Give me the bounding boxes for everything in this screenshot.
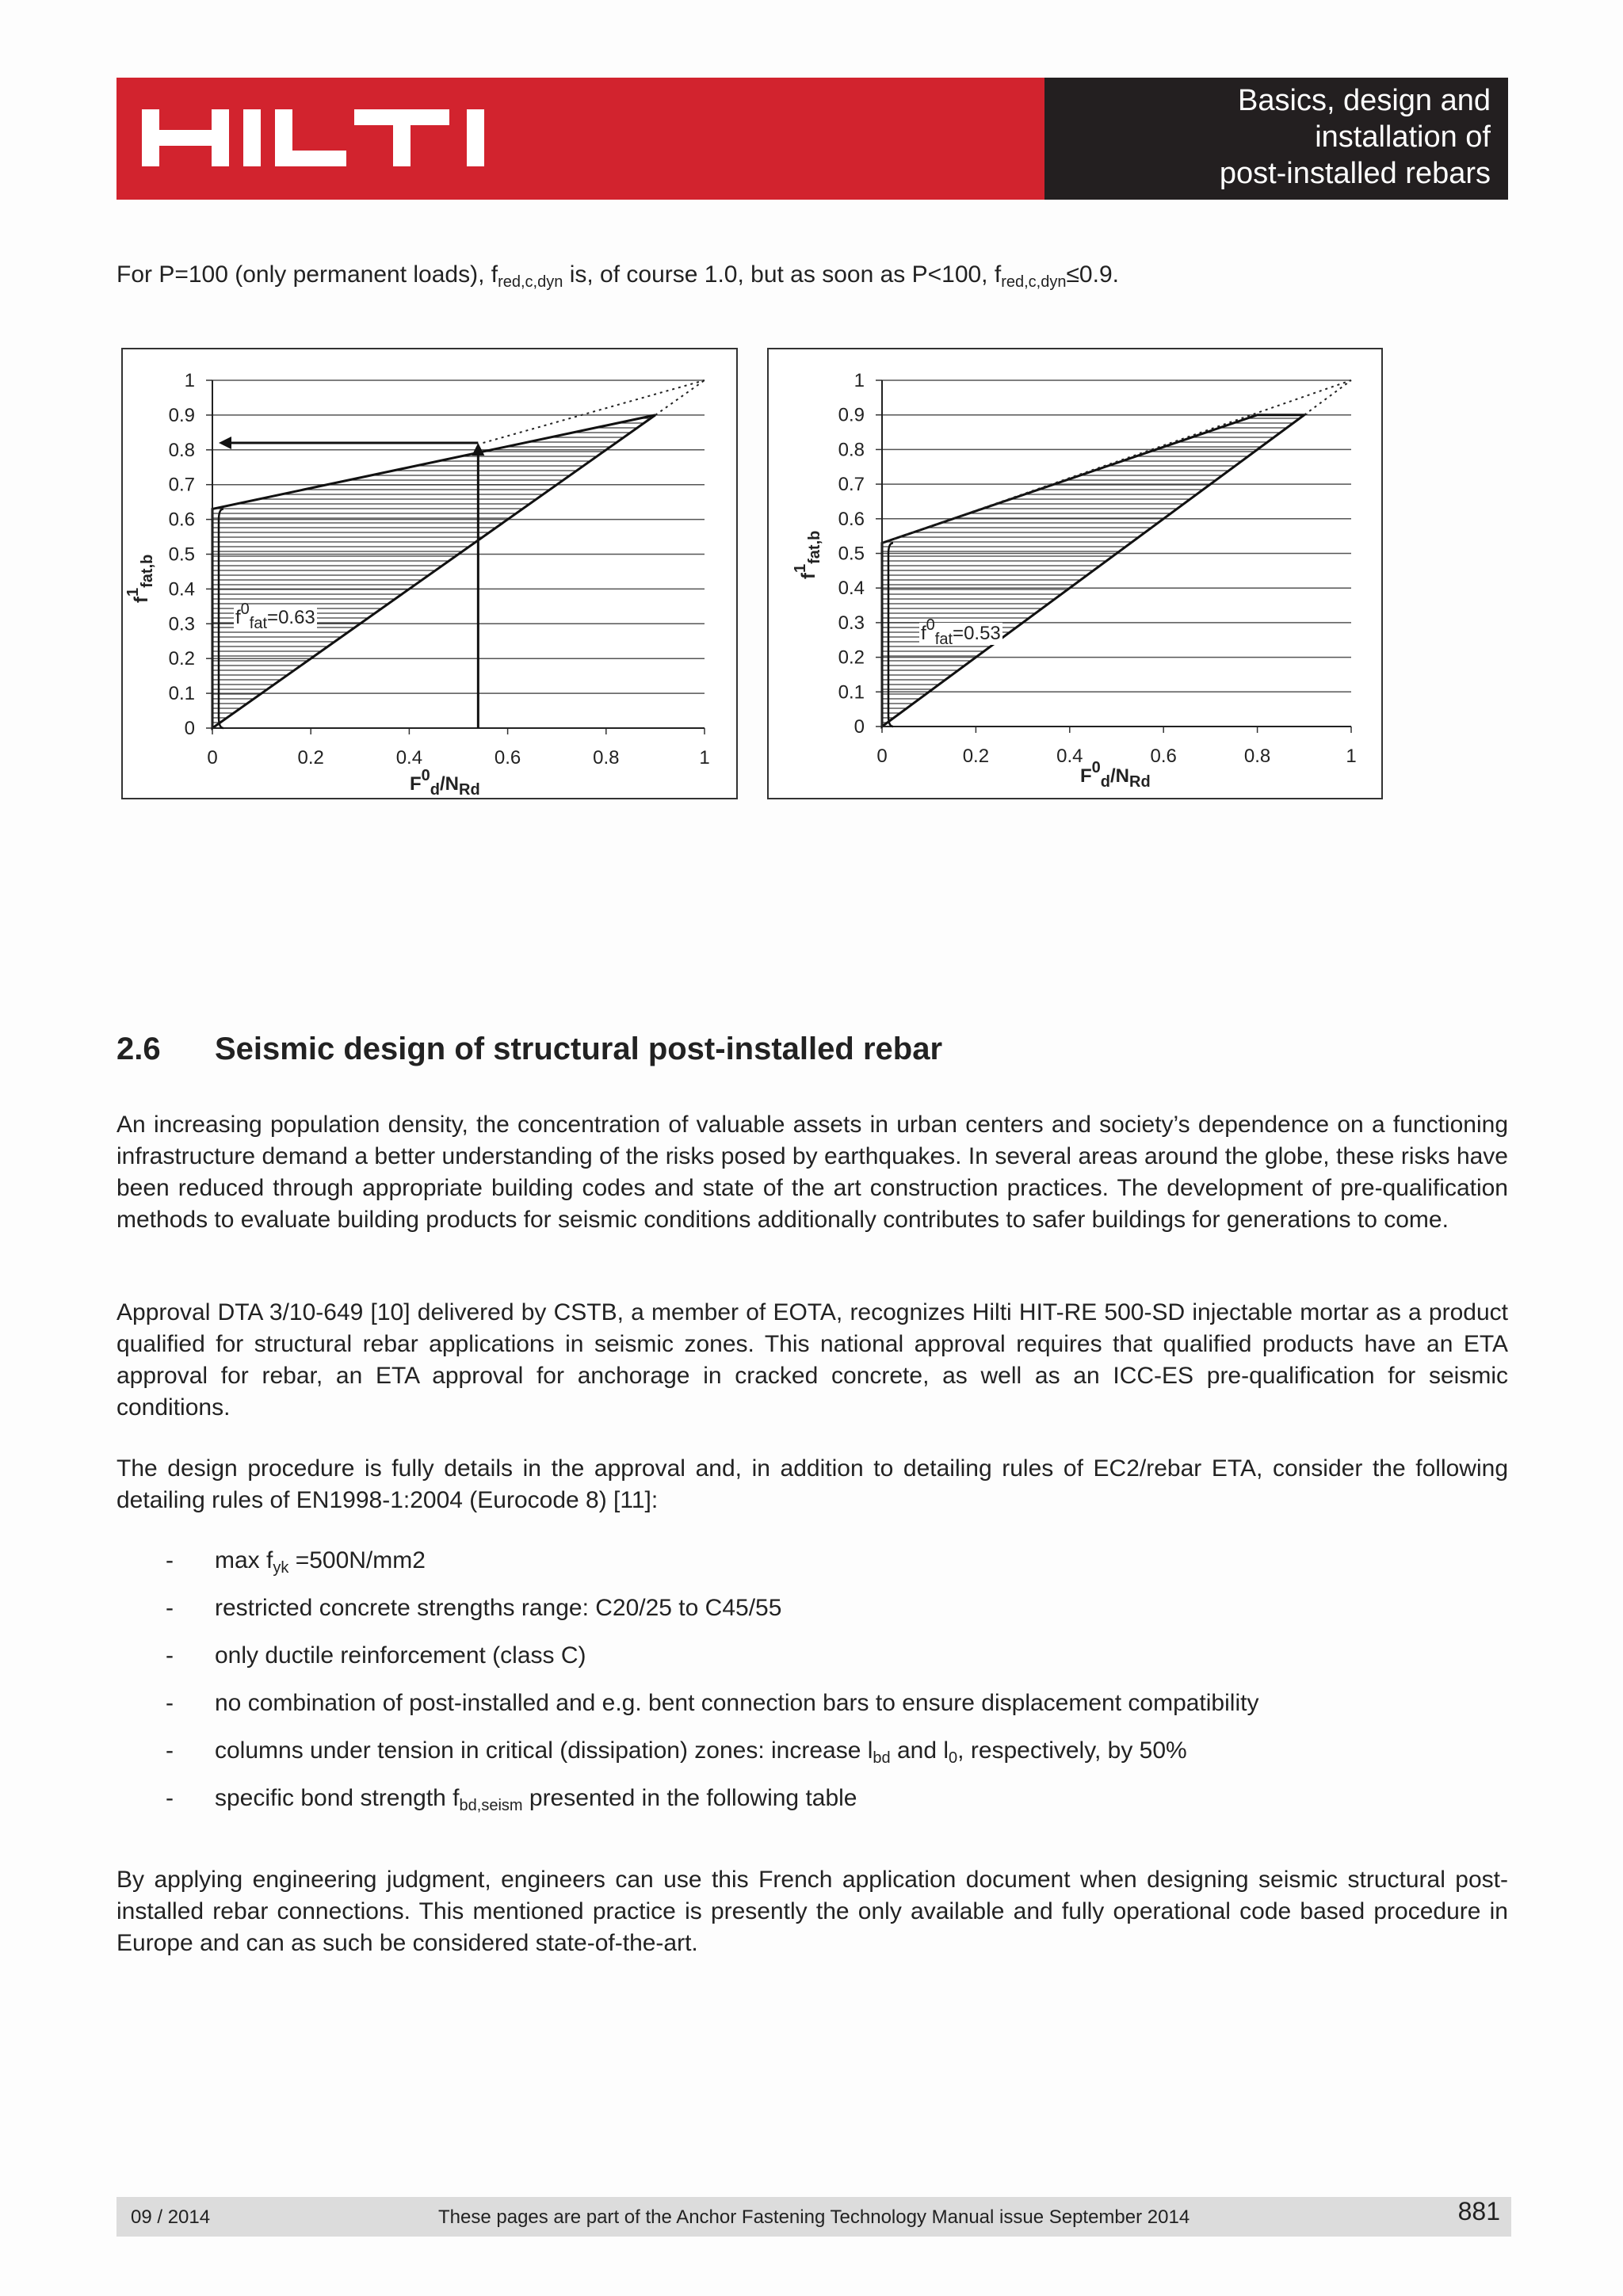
- y-tick-label: 0.3: [168, 613, 195, 635]
- y-tick-label: 0.4: [838, 578, 865, 600]
- f0-fat-annotation: $f^0_{fat}=0.53$: [921, 616, 1001, 648]
- title-line-3: post-installed rebars: [1219, 157, 1491, 190]
- dotted-extension-line: [655, 380, 705, 415]
- fatigue-chart-right: [767, 348, 1383, 799]
- hatched-area: [882, 415, 1304, 727]
- y-tick-label: 0.6: [168, 509, 195, 531]
- x-tick-label: 0.8: [1243, 746, 1271, 767]
- y-tick-label: 0.3: [838, 612, 865, 634]
- y-axis-label: $f^1_{fat,b}$: [124, 554, 156, 603]
- list-item: - $\max f_{yk} =500N/mm2$: [166, 1547, 426, 1577]
- y-tick-label: 0.7: [838, 474, 865, 496]
- list-item: - columns under tension in critical (dissipation) zones: increase $l_{bd}$ and $l_0$, respectively, by 50%: [166, 1737, 1187, 1767]
- x-tick-label: 0.4: [395, 747, 423, 769]
- hilti-logo: [142, 109, 506, 166]
- x-tick-label: 0: [876, 746, 888, 767]
- x-tick-label: 0.2: [962, 746, 990, 767]
- y-tick-label: 0.4: [168, 578, 195, 601]
- x-tick-label: 0.4: [1056, 746, 1083, 767]
- title-line-1: Basics, design and: [1238, 84, 1491, 117]
- y-axis-label: $f^1_{fat,b}$: [792, 530, 823, 579]
- paragraph-design-procedure: The design procedure is fully details in the approval and, in addition to detailing rules of EC2/rebar ETA, consider the following detailing rules of EN1998-1:2004 (Eurocode 8) [11]:: [116, 1455, 1508, 1513]
- list-item: - restricted concrete strengths range: C20/25 to C45/55: [166, 1595, 782, 1621]
- list-item: - no combination of post-installed and e.g. bent connection bars to ensure displacement compatibility: [166, 1690, 1259, 1716]
- footer-date: 09 / 2014: [131, 2206, 211, 2228]
- section-number: 2.6: [116, 1032, 161, 1066]
- fatigue-chart-left: [121, 348, 738, 799]
- f0-fat-annotation: $f^0_{fat}=0.63$: [235, 601, 315, 632]
- reading-arrowhead-left: [219, 437, 231, 449]
- y-tick-label: 0.2: [168, 648, 195, 670]
- x-tick-label: 0: [207, 747, 218, 769]
- y-tick-label: 1: [184, 370, 195, 391]
- x-tick-label: 0.6: [494, 747, 521, 769]
- paragraph-approval: Approval DTA 3/10-649 [10] delivered by CSTB, a member of EOTA, recognizes Hilti HIT-RE 500-SD injectable mortar as a product qualified for structural rebar applications in seismic zones. This national approval requires that qualified products have an ETA approval for rebar, an ETA approval for anchorage in cracked concrete, as well as an ICC-ES pre-qualification for seismic conditions.: [116, 1299, 1508, 1421]
- y-tick-label: 0: [854, 716, 865, 738]
- intro-text: For P=100 (only permanent loads), $f_{red,c,dyn}$ is, of course 1.0, but as soon as P<100, $f_{red,c,dyn}\le 0.9$.: [116, 261, 1119, 291]
- y-tick-label: 0.5: [838, 543, 865, 565]
- hatched-area: [212, 415, 655, 728]
- x-tick-label: 1: [699, 747, 710, 769]
- y-tick-label: 0.1: [838, 681, 865, 704]
- dotted-extension-line: [1304, 380, 1351, 415]
- paragraph-conclusion: By applying engineering judgment, engineers can use this French application document when designing seismic structural post-installed rebar connections. This mentioned practice is presently the only available and fully operational code based procedure in Europe and can as such be considered state-of-the-art.: [116, 1867, 1508, 1956]
- title-line-2: installation of: [1315, 120, 1491, 154]
- hilti-brand-bar: [116, 78, 1044, 200]
- y-tick-label: 0: [184, 718, 195, 739]
- paragraph-seismic-risk: An increasing population density, the concentration of valuable assets in urban centers and society’s dependence on a functioning infrastructure demand a better understanding of the risks posed by earthquakes. In several areas around the globe, these risks have been reduced through appropriate building codes and state of the art construction practices. The development of pre-qualification methods to evaluate building products for seismic conditions additionally contributes to safer buildings for generations to come.: [116, 1112, 1508, 1233]
- y-tick-label: 0.1: [168, 683, 195, 705]
- x-tick-label: 1: [1346, 746, 1357, 767]
- x-tick-label: 0.6: [1150, 746, 1177, 767]
- section-title: Seismic design of structural post-installed rebar: [215, 1032, 943, 1066]
- x-tick-label: 0.2: [297, 747, 324, 769]
- document-title: [1044, 78, 1508, 200]
- y-tick-label: 0.8: [168, 439, 195, 461]
- y-tick-label: 0.9: [168, 404, 195, 426]
- x-axis-label: $F^0_d/N_{Rd}$: [410, 767, 480, 799]
- reading-arrowhead-up: [472, 443, 484, 456]
- y-tick-label: 0.8: [838, 439, 865, 461]
- page-header: [116, 78, 1508, 200]
- footer-note: These pages are part of the Anchor Fastening Technology Manual issue September 2014: [438, 2206, 1190, 2228]
- page-footer: [116, 2197, 1511, 2237]
- chart-canvas-left: [123, 349, 739, 801]
- y-tick-label: 0.6: [838, 508, 865, 530]
- chart-canvas-right: [769, 349, 1384, 801]
- list-item: - specific bond strength $f_{bd,seism}$ presented in the following table: [166, 1785, 857, 1814]
- page-number: 881: [1457, 2197, 1500, 2225]
- x-axis-label: $F^0_d/N_{Rd}$: [1080, 759, 1151, 791]
- y-tick-label: 0.9: [838, 404, 865, 426]
- detailing-rules-list: [116, 1545, 1508, 1830]
- list-item: - only ductile reinforcement (class C): [166, 1642, 586, 1669]
- y-tick-label: 1: [854, 370, 865, 391]
- y-tick-label: 0.7: [168, 474, 195, 496]
- y-tick-label: 0.2: [838, 646, 865, 669]
- x-tick-label: 0.8: [593, 747, 620, 769]
- y-tick-label: 0.5: [168, 543, 195, 566]
- section-heading: [116, 1032, 942, 1067]
